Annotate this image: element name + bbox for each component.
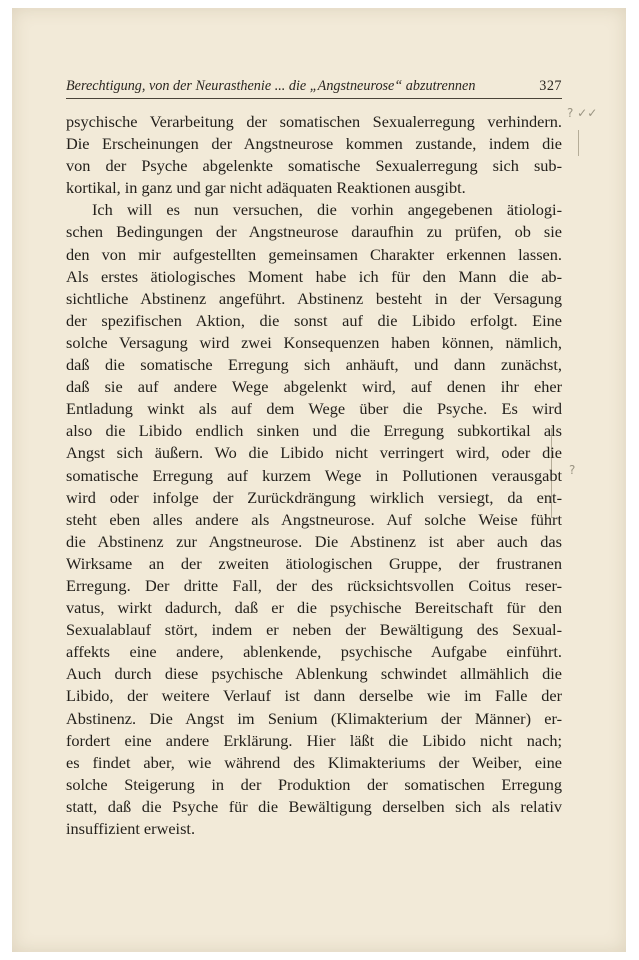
text-line: Libido, der weitere Verlauf ist dann derselbe wie im Falle der — [66, 686, 562, 706]
text-line: steht eben alles andere als Angstneurose. Auf solche Weise führt — [66, 509, 562, 529]
book-page — [12, 8, 626, 952]
text-line: fordert eine andere Erklärung. Hier läßt die Libido nicht nach; — [66, 730, 562, 750]
text-line: von der Psyche abgelenkte somatische Sexualerregung sich sub- — [66, 156, 562, 176]
running-title: Berechtigung, von der Neurasthenie ... die „Angstneurose“ abzutrennen — [66, 78, 476, 94]
text-line: Erregung. Der dritte Fall, der des rücksichtsvollen Coitus reser- — [66, 575, 562, 595]
text-line: sichtliche Abstinenz angeführt. Abstinenz besteht in der Versagung — [66, 288, 562, 308]
text-line: Die Erscheinungen der Angstneurose kommen zustande, indem die — [66, 134, 562, 154]
text-line: somatische Erregung auf kurzem Wege in Pollutionen verausgabt — [66, 465, 562, 485]
text-line: wird oder infolge der Zurückdrängung wirklich versiegt, da ent- — [66, 487, 562, 507]
text-line: affekts eine andere, ablenkende, psychische Aufgabe einführt. — [66, 642, 562, 662]
text-line: die Abstinenz zur Angstneurose. Die Abstinenz ist aber auch das — [66, 531, 562, 551]
text-line: insuffizient erweist. — [66, 819, 196, 838]
text-line: psychische Verarbeitung der somatischen Sexualerregung verhindern. — [66, 112, 562, 131]
text-line: Auch durch diese psychische Ablenkung schwindet allmählich die — [66, 664, 562, 684]
running-header — [66, 78, 562, 99]
text-line: Als erstes ätiologisches Moment habe ich für den Mann die ab- — [66, 266, 562, 286]
text-line: solche Versagung wird zwei Konsequenzen haben können, nämlich, — [66, 332, 562, 352]
text-line: der spezifischen Aktion, die sonst auf die Libido erfolgt. Eine — [66, 310, 562, 330]
margin-annotation-mid: ? — [569, 463, 576, 477]
text-line: kortikal, in ganz und gar nicht adäquaten Reaktionen ausgibt. — [66, 178, 466, 198]
text-line: also die Libido endlich sinken und die Erregung subkortikal als — [66, 421, 562, 441]
margin-mark-line — [578, 130, 579, 156]
text-line: den von mir aufgestellten gemeinsamen Charakter erkennen lassen. — [66, 244, 562, 264]
text-line: daß sie auf andere Wege abgelenkt wird, auf denen ihr eher — [66, 377, 562, 397]
text-line: daß die somatische Erregung sich anhäuft, und dann zunächst, — [66, 355, 562, 375]
text-line: Ich will es nun versuchen, die vorhin angegebenen ätiologi- — [92, 200, 562, 220]
text-line: es findet aber, wie während des Klimakteriums der Weiber, eine — [66, 752, 562, 772]
body-text — [66, 111, 562, 840]
text-line: Entladung winkt als auf dem Wege über die Psyche. Es wird — [66, 399, 562, 419]
text-line: solche Steigerung in der Produktion der somatischen Erregung — [66, 774, 562, 794]
text-line: statt, daß die Psyche für die Bewältigung derselben sich als relativ — [66, 796, 562, 816]
text-line: Wirksame an der zweiten ätiologischen Gruppe, der frustranen — [66, 553, 562, 573]
page-number: 327 — [539, 78, 562, 94]
text-line: Sexualablauf stört, indem er neben der Bewältigung des Sexual- — [66, 620, 562, 640]
text-line: vatus, wirkt dadurch, daß er die psychische Bereitschaft für den — [66, 598, 562, 618]
text-line: schen Bedingungen der Angstneurose daraufhin zu prüfen, ob sie — [66, 222, 562, 242]
margin-annotation-top: ? ✓✓ — [567, 106, 598, 120]
text-line: Angst sich äußern. Wo die Libido nicht verringert wird, oder die — [66, 443, 562, 463]
text-line: Abstinenz. Die Angst im Senium (Klimakterium der Männer) er- — [66, 708, 562, 728]
